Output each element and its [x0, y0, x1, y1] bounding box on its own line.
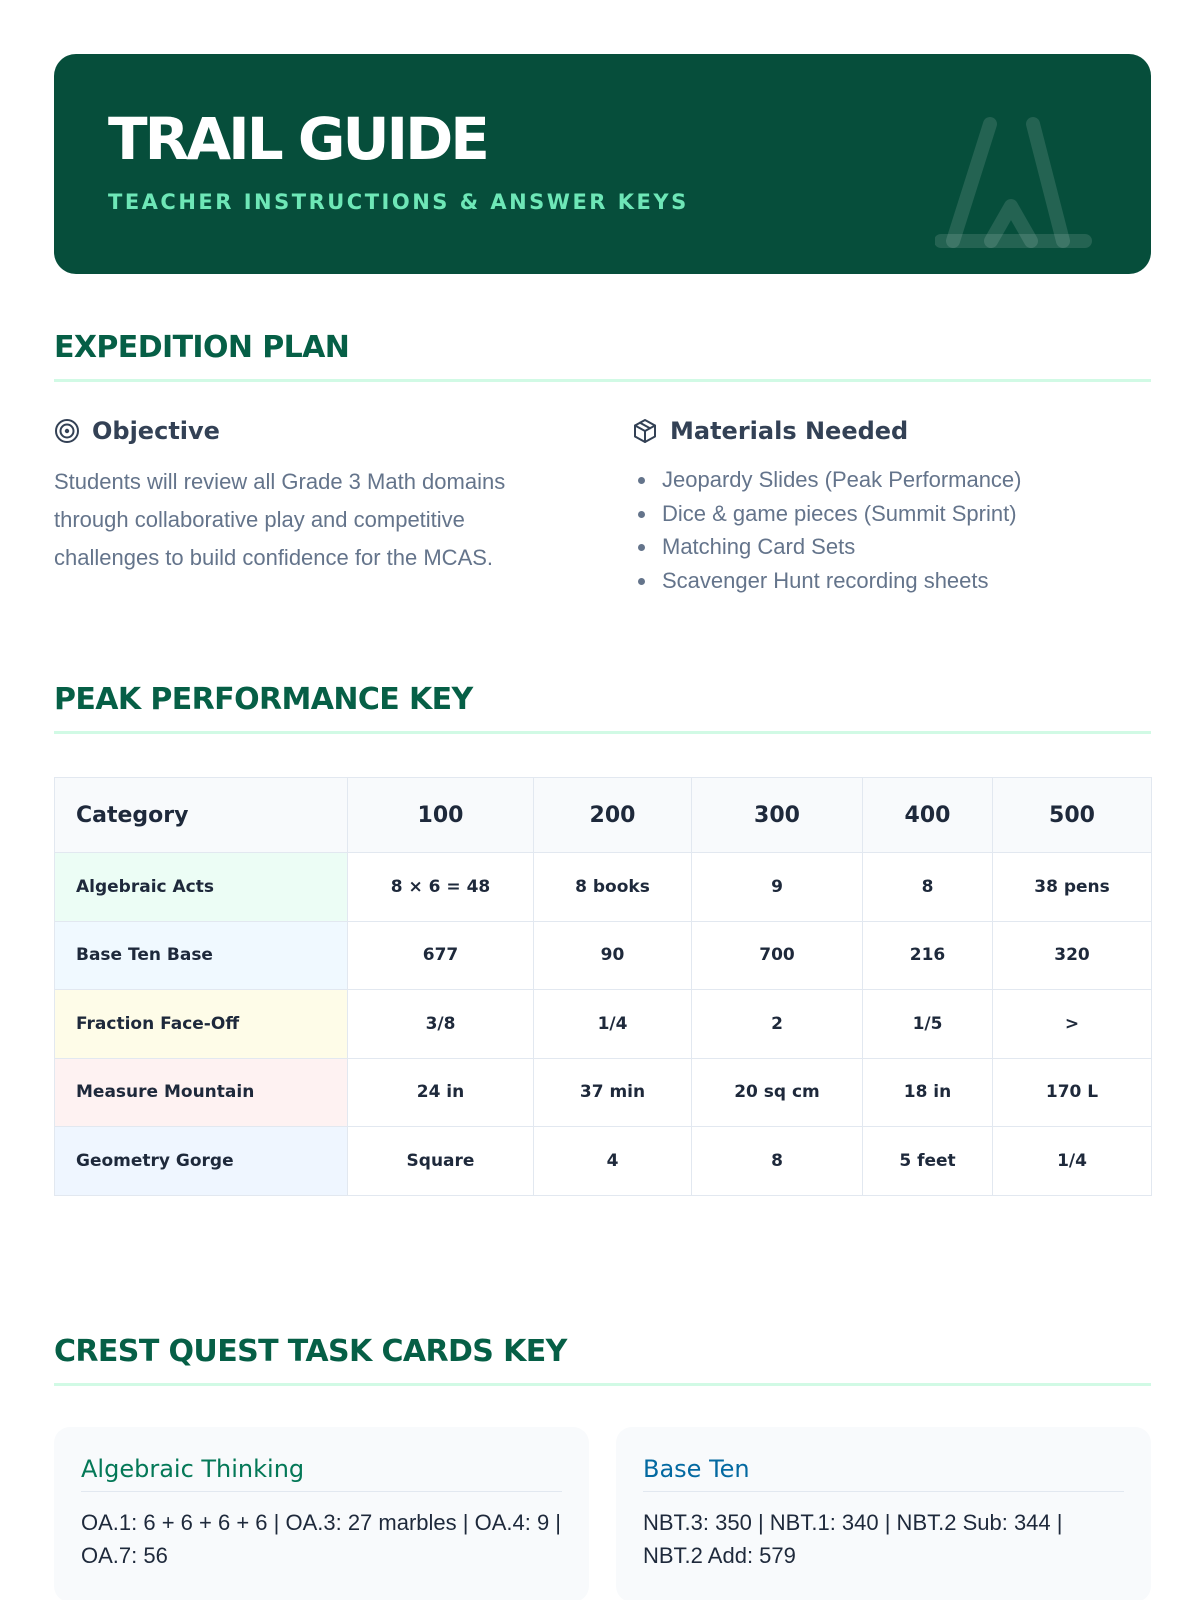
materials-heading [632, 417, 908, 445]
task-card-title: Base Ten [643, 1455, 1124, 1492]
table-cell: 20 sq cm [692, 1058, 863, 1127]
table-cell: 216 [863, 921, 993, 990]
table-cell: 1/4 [993, 1127, 1152, 1196]
box-icon [632, 418, 658, 444]
category-cell: Measure Mountain [55, 1058, 348, 1127]
section-title-peak-performance: PEAK PERFORMANCE KEY [54, 682, 1151, 734]
column-header: 500 [993, 778, 1152, 853]
column-header: 400 [863, 778, 993, 853]
materials-item: Jeopardy Slides (Peak Performance) [632, 463, 1152, 497]
table-cell: 37 min [534, 1058, 692, 1127]
table-cell: > [993, 990, 1152, 1059]
page-title: TRAIL GUIDE [108, 105, 487, 173]
table-row [55, 1127, 1152, 1196]
table-cell: 8 × 6 = 48 [348, 853, 534, 922]
table-cell: 24 in [348, 1058, 534, 1127]
section-title-expedition-plan: EXPEDITION PLAN [54, 330, 1151, 382]
materials-heading-label: Materials Needed [670, 417, 909, 445]
page-subtitle: TEACHER INSTRUCTIONS & ANSWER KEYS [108, 190, 689, 214]
answer-key-table [54, 777, 1152, 1196]
objective-heading [54, 417, 220, 445]
table-cell: 2 [692, 990, 863, 1059]
objective-text: Students will review all Grade 3 Math domains through collaborative play and competitive challenges to build confidence for the MCAS. [54, 469, 506, 570]
table-cell: 4 [534, 1127, 692, 1196]
task-card-algebraic-thinking [54, 1427, 589, 1600]
materials-item: Scavenger Hunt recording sheets [632, 564, 1152, 598]
table-cell: 8 [863, 853, 993, 922]
table-cell: 170 L [993, 1058, 1152, 1127]
category-cell: Base Ten Base [55, 921, 348, 990]
table-cell: 90 [534, 921, 692, 990]
category-cell: Algebraic Acts [55, 853, 348, 922]
table-cell: 38 pens [993, 853, 1152, 922]
table-cell: 9 [692, 853, 863, 922]
table-cell: 5 feet [863, 1127, 993, 1196]
table-row [55, 853, 1152, 922]
materials-item: Matching Card Sets [632, 530, 1152, 564]
tent-icon [935, 116, 1095, 256]
table-cell: 320 [993, 921, 1152, 990]
table-header-row [55, 778, 1152, 853]
section-title-crest-quest: CREST QUEST TASK CARDS KEY [54, 1334, 1151, 1386]
column-header: Category [55, 778, 348, 853]
table-cell: 700 [692, 921, 863, 990]
target-icon [54, 418, 80, 444]
task-card-body: OA.1: 6 + 6 + 6 + 6 | OA.3: 27 marbles | OA.4: 9 | OA.7: 56 [81, 1510, 562, 1568]
materials-item: Dice & game pieces (Summit Sprint) [632, 497, 1152, 531]
table-row [55, 921, 1152, 990]
task-card-body: NBT.3: 350 | NBT.1: 340 | NBT.2 Sub: 344 | NBT.2 Add: 579 [643, 1510, 1063, 1568]
column-header: 300 [692, 778, 863, 853]
category-cell: Geometry Gorge [55, 1127, 348, 1196]
table-cell: 1/4 [534, 990, 692, 1059]
column-header: 100 [348, 778, 534, 853]
table-row [55, 1058, 1152, 1127]
column-header: 200 [534, 778, 692, 853]
table-cell: 8 [692, 1127, 863, 1196]
table-row [55, 990, 1152, 1059]
objective-heading-label: Objective [92, 417, 220, 445]
task-card-base-ten [616, 1427, 1151, 1600]
materials-list [632, 463, 1152, 597]
table-cell: 8 books [534, 853, 692, 922]
header-banner [54, 54, 1151, 274]
category-cell: Fraction Face-Off [55, 990, 348, 1059]
table-cell: 3/8 [348, 990, 534, 1059]
table-cell: 677 [348, 921, 534, 990]
table-cell: 1/5 [863, 990, 993, 1059]
table-cell: Square [348, 1127, 534, 1196]
task-card-title: Algebraic Thinking [81, 1455, 562, 1492]
table-cell: 18 in [863, 1058, 993, 1127]
